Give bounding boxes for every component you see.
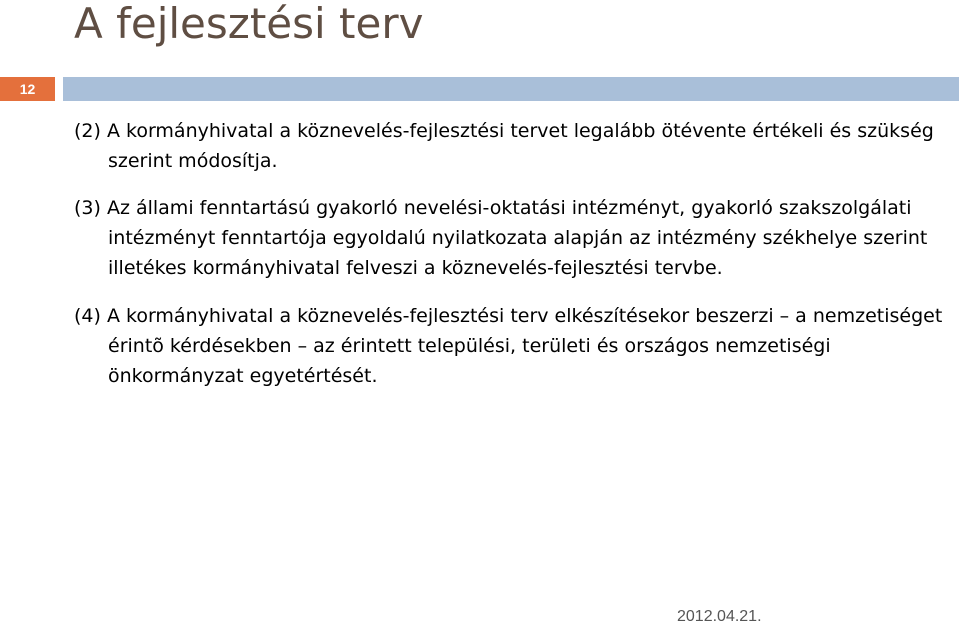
footer-date: 2012.04.21. bbox=[677, 608, 762, 625]
slide-title: A fejlesztési terv bbox=[74, 0, 424, 48]
header-bar bbox=[63, 77, 959, 101]
page-number-badge: 12 bbox=[0, 77, 55, 101]
paragraph-3: (3) Az állami fenntartású gyakorló nevelési-oktatási intézményt, gyakorló szakszolgálati intézményt fenntartója egyoldalú nyilatkozata alapján az intézmény székhelye szerint illetékes kormányhivatal felveszi a köznevelés-fejlesztési tervbe. bbox=[74, 197, 928, 279]
paragraph-4: (4) A kormányhivatal a köznevelés-fejlesztési terv elkészítésekor beszerzi – a nemzetiséget érintõ kérdésekben – az érintett települési, területi és országos nemzetiségi önkormányzat egyetértését. bbox=[74, 305, 943, 387]
paragraph-2: (2) A kormányhivatal a köznevelés-fejlesztési tervet legalább ötévente értékeli és szükség szerint módosítja. bbox=[74, 120, 934, 172]
slide-content bbox=[74, 116, 944, 391]
